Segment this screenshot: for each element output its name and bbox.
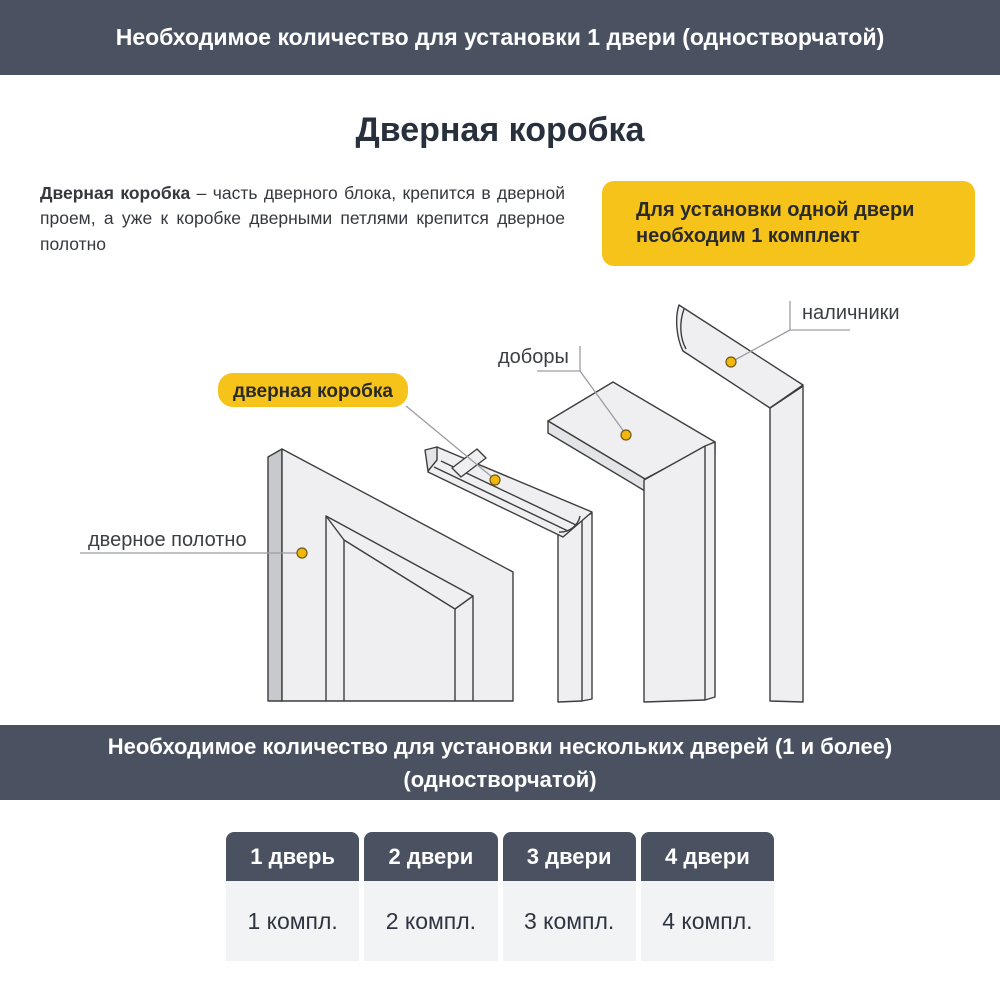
- casing-post: [770, 386, 803, 702]
- description-body: – часть дверного блока, крепится в дверной проем, а уже к коробке дверными петлями крепится дверное полотно: [40, 183, 565, 254]
- marker-dot: [490, 475, 500, 485]
- marker-dot: [297, 548, 307, 558]
- top-banner-text: Необходимое количество для установки 1 двери (одностворчатой): [115, 24, 885, 50]
- door-kit-diagram: [0, 269, 1000, 725]
- frame-header-jamb: [428, 447, 592, 537]
- label-polotno: дверное полотно: [88, 529, 247, 551]
- table-header-cell: 4 двери: [641, 832, 774, 881]
- table-value-cell: 4 компл.: [641, 881, 774, 961]
- table-header-cell: 2 двери: [364, 832, 497, 881]
- description-term: Дверная коробка: [40, 183, 191, 203]
- kit-callout-line2: необходим 1 комплект: [636, 225, 860, 248]
- table-column-4: [641, 832, 774, 961]
- table-column-1: [226, 832, 359, 961]
- label-dobory: доборы: [498, 346, 569, 368]
- kit-callout: [602, 181, 975, 266]
- quantity-table: [226, 832, 774, 961]
- description-text: [40, 181, 565, 257]
- bottom-banner-line2: (одностворчатой): [403, 766, 597, 792]
- table-column-2: [364, 832, 497, 961]
- label-nalichniki: наличники: [802, 302, 900, 324]
- bottom-banner-line1: Необходимое количество для установки нескольких дверей (1 и более): [107, 733, 893, 759]
- kit-callout-line1: Для установки одной двери: [636, 199, 915, 221]
- table-value-cell: 3 компл.: [503, 881, 636, 961]
- table-header-cell: 3 двери: [503, 832, 636, 881]
- intro-section: [40, 181, 975, 269]
- bottom-banner: [0, 725, 1000, 800]
- table-value-cell: 1 компл.: [226, 881, 359, 961]
- page-title: Дверная коробка: [355, 111, 645, 149]
- table-row: [226, 832, 774, 961]
- casing-top-strip: [677, 305, 803, 408]
- door-leaf-edge-face: [268, 449, 282, 701]
- label-korobka: дверная коробка: [233, 381, 393, 402]
- table-value-cell: 2 компл.: [364, 881, 497, 961]
- top-banner: [0, 0, 1000, 75]
- marker-dot: [621, 430, 631, 440]
- table-header-cell: 1 дверь: [226, 832, 359, 881]
- table-column-3: [503, 832, 636, 961]
- frame-side-jamb: [558, 513, 592, 702]
- marker-dot: [726, 357, 736, 367]
